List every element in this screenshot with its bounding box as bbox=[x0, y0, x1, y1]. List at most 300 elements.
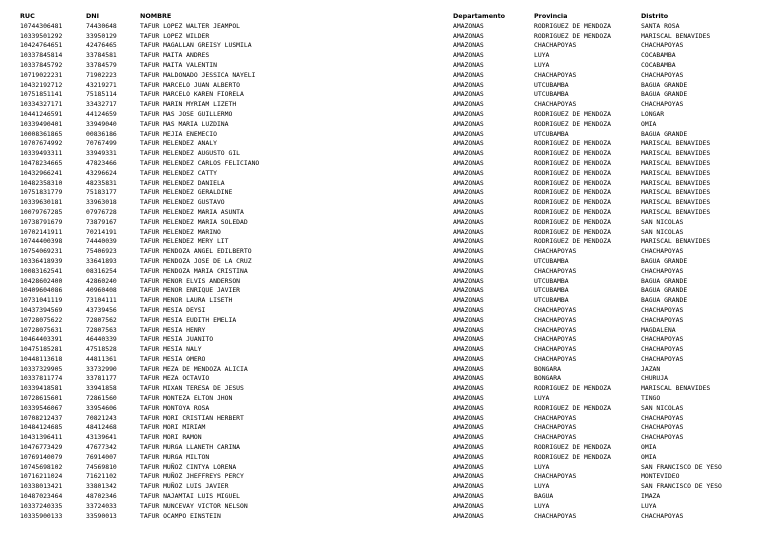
cell-distrito: SAN NICOLAS bbox=[641, 217, 684, 226]
cell-provincia: UTCUBAMBA bbox=[534, 90, 569, 99]
cell-provincia: LUYA bbox=[534, 501, 550, 510]
cell-departamento: AMAZONAS bbox=[453, 70, 484, 79]
cell-dni: 47677342 bbox=[86, 443, 117, 452]
cell-ruc: 10339501292 bbox=[20, 31, 63, 40]
cell-ruc: 10475185281 bbox=[20, 345, 63, 354]
cell-distrito: OMIA bbox=[641, 443, 657, 452]
cell-distrito: MARISCAL BENAVIDES bbox=[641, 237, 711, 246]
cell-ruc: 10484124685 bbox=[20, 423, 63, 432]
cell-distrito: SAN NICOLAS bbox=[641, 227, 684, 236]
cell-ruc: 10476773429 bbox=[20, 443, 63, 452]
cell-nombre: TAFUR MEZA OCTAVIO bbox=[140, 374, 210, 383]
cell-dni: 42860240 bbox=[86, 276, 117, 285]
cell-provincia: RODRIGUEZ DE MENDOZA bbox=[534, 443, 611, 452]
table-row bbox=[20, 374, 750, 384]
table-row bbox=[20, 169, 750, 179]
cell-nombre: TAFUR LOPEZ WILDER bbox=[140, 31, 210, 40]
cell-departamento: AMAZONAS bbox=[453, 178, 484, 187]
cell-dni: 74569810 bbox=[86, 462, 117, 471]
cell-departamento: AMAZONAS bbox=[453, 403, 484, 412]
cell-provincia: CHACHAPOYAS bbox=[534, 41, 577, 50]
cell-nombre: TAFUR OCAMPO EINSTEIN bbox=[140, 511, 221, 520]
cell-dni: 74440039 bbox=[86, 237, 117, 246]
table-row bbox=[20, 120, 750, 130]
cell-distrito: BAGUA GRANDE bbox=[641, 276, 688, 285]
table-row bbox=[20, 179, 750, 189]
cell-departamento: AMAZONAS bbox=[453, 452, 484, 461]
cell-distrito: BAGUA GRANDE bbox=[641, 296, 688, 305]
cell-nombre: TAFUR MENDOZA ANGEL EDILBERTO bbox=[140, 247, 252, 256]
cell-distrito: CHURUJA bbox=[641, 374, 668, 383]
table-row bbox=[20, 41, 750, 51]
cell-distrito: BAGUA GRANDE bbox=[641, 90, 688, 99]
cell-ruc: 10719022231 bbox=[20, 70, 63, 79]
cell-dni: 07976728 bbox=[86, 207, 117, 216]
cell-departamento: AMAZONAS bbox=[453, 198, 484, 207]
table-row bbox=[20, 512, 750, 522]
cell-ruc: 10769140079 bbox=[20, 452, 63, 461]
cell-departamento: AMAZONAS bbox=[453, 472, 484, 481]
cell-ruc: 10432192712 bbox=[20, 80, 63, 89]
cell-distrito: CHACHAPOYAS bbox=[641, 335, 684, 344]
cell-ruc: 10751851141 bbox=[20, 90, 63, 99]
table-row bbox=[20, 306, 750, 316]
cell-provincia: RODRIGUEZ DE MENDOZA bbox=[534, 178, 611, 187]
table-row bbox=[20, 502, 750, 512]
table-row bbox=[20, 433, 750, 443]
cell-departamento: AMAZONAS bbox=[453, 354, 484, 363]
table-row bbox=[20, 51, 750, 61]
cell-dni: 72807563 bbox=[86, 325, 117, 334]
cell-distrito: MARISCAL BENAVIDES bbox=[641, 384, 711, 393]
cell-nombre: TAFUR MUÑOZ LUIS JAVIER bbox=[140, 482, 229, 491]
table-row bbox=[20, 110, 750, 120]
cell-nombre: TAFUR MORI CRISTIAN HERBERT bbox=[140, 413, 244, 422]
cell-distrito: CHACHAPOYAS bbox=[641, 354, 684, 363]
cell-ruc: 10745698102 bbox=[20, 462, 63, 471]
cell-provincia: RODRIGUEZ DE MENDOZA bbox=[534, 227, 611, 236]
table-row bbox=[20, 218, 750, 228]
cell-distrito: BAGUA GRANDE bbox=[641, 80, 688, 89]
cell-ruc: 10728615601 bbox=[20, 394, 63, 403]
cell-dni: 43296624 bbox=[86, 168, 117, 177]
cell-dni: 33781177 bbox=[86, 374, 117, 383]
cell-ruc: 10754069231 bbox=[20, 247, 63, 256]
cell-provincia: RODRIGUEZ DE MENDOZA bbox=[534, 384, 611, 393]
cell-provincia: CHACHAPOYAS bbox=[534, 266, 577, 275]
table-row bbox=[20, 443, 750, 453]
cell-ruc: 10482358310 bbox=[20, 178, 63, 187]
table-row bbox=[20, 267, 750, 277]
cell-provincia: RODRIGUEZ DE MENDOZA bbox=[534, 403, 611, 412]
cell-departamento: AMAZONAS bbox=[453, 31, 484, 40]
cell-departamento: AMAZONAS bbox=[453, 335, 484, 344]
cell-nombre: TAFUR MAITA ANDRES bbox=[140, 51, 210, 60]
cell-provincia: LUYA bbox=[534, 60, 550, 69]
cell-provincia: RODRIGUEZ DE MENDOZA bbox=[534, 168, 611, 177]
cell-provincia: RODRIGUEZ DE MENDOZA bbox=[534, 207, 611, 216]
cell-dni: 75185114 bbox=[86, 90, 117, 99]
cell-provincia: RODRIGUEZ DE MENDOZA bbox=[534, 109, 611, 118]
cell-ruc: 10731041119 bbox=[20, 296, 63, 305]
table-row bbox=[20, 492, 750, 502]
cell-nombre: TAFUR MORI RAMON bbox=[140, 433, 202, 442]
cell-nombre: TAFUR NAJAMTAI LUIS MIGUEL bbox=[140, 492, 241, 501]
cell-nombre: TAFUR MURGA MILTON bbox=[140, 452, 210, 461]
cell-ruc: 10335900133 bbox=[20, 511, 63, 520]
table-row bbox=[20, 286, 750, 296]
cell-ruc: 10339493311 bbox=[20, 149, 63, 158]
cell-dni: 74430648 bbox=[86, 21, 117, 30]
cell-distrito: BAGUA GRANDE bbox=[641, 129, 688, 138]
cell-distrito: MARISCAL BENAVIDES bbox=[641, 207, 711, 216]
cell-departamento: AMAZONAS bbox=[453, 413, 484, 422]
cell-dni: 48235831 bbox=[86, 178, 117, 187]
cell-departamento: AMAZONAS bbox=[453, 149, 484, 158]
cell-distrito: CHACHAPOYAS bbox=[641, 315, 684, 324]
cell-nombre: TAFUR MAITA VALENTIN bbox=[140, 60, 217, 69]
cell-ruc: 10716211024 bbox=[20, 472, 63, 481]
cell-provincia: CHACHAPOYAS bbox=[534, 354, 577, 363]
cell-distrito: LUYA bbox=[641, 501, 657, 510]
cell-provincia: LUYA bbox=[534, 51, 550, 60]
cell-distrito: COCABAMBA bbox=[641, 51, 676, 60]
cell-ruc: 10751831779 bbox=[20, 188, 63, 197]
cell-nombre: TAFUR MELENDEZ MARIA SOLEDAD bbox=[140, 217, 248, 226]
cell-departamento: AMAZONAS bbox=[453, 188, 484, 197]
cell-nombre: TAFUR MONTOYA ROSA bbox=[140, 403, 210, 412]
cell-departamento: AMAZONAS bbox=[453, 207, 484, 216]
cell-distrito: MARISCAL BENAVIDES bbox=[641, 198, 711, 207]
cell-nombre: TAFUR MELENDEZ GERALDINE bbox=[140, 188, 233, 197]
cell-departamento: AMAZONAS bbox=[453, 227, 484, 236]
cell-nombre: TAFUR MELENDEZ MERY LIT bbox=[140, 237, 229, 246]
cell-ruc: 10337240335 bbox=[20, 501, 63, 510]
cell-distrito: SANTA ROSA bbox=[641, 21, 680, 30]
cell-provincia: CHACHAPOYAS bbox=[534, 345, 577, 354]
cell-ruc: 10744306481 bbox=[20, 21, 63, 30]
cell-departamento: AMAZONAS bbox=[453, 158, 484, 167]
cell-provincia: RODRIGUEZ DE MENDOZA bbox=[534, 31, 611, 40]
cell-ruc: 10728075631 bbox=[20, 325, 63, 334]
table-row bbox=[20, 345, 750, 355]
table-row bbox=[20, 482, 750, 492]
cell-dni: 43139641 bbox=[86, 433, 117, 442]
cell-provincia: CHACHAPOYAS bbox=[534, 315, 577, 324]
column-header-distrito: Distrito bbox=[641, 12, 669, 20]
cell-departamento: AMAZONAS bbox=[453, 286, 484, 295]
cell-ruc: 10707674992 bbox=[20, 139, 63, 148]
cell-dni: 43219271 bbox=[86, 80, 117, 89]
cell-ruc: 10409604086 bbox=[20, 286, 63, 295]
cell-departamento: AMAZONAS bbox=[453, 482, 484, 491]
cell-dni: 33784579 bbox=[86, 60, 117, 69]
cell-nombre: TAFUR MESIA OMERO bbox=[140, 354, 206, 363]
cell-departamento: AMAZONAS bbox=[453, 492, 484, 501]
cell-dni: 72807562 bbox=[86, 315, 117, 324]
cell-provincia: BAGUA bbox=[534, 492, 554, 501]
cell-distrito: BAGUA GRANDE bbox=[641, 256, 688, 265]
cell-provincia: RODRIGUEZ DE MENDOZA bbox=[534, 158, 611, 167]
table-row bbox=[20, 355, 750, 365]
taxpayer-table bbox=[20, 12, 750, 521]
cell-ruc: 10431396411 bbox=[20, 433, 63, 442]
cell-provincia: CHACHAPOYAS bbox=[534, 325, 577, 334]
cell-distrito: MARISCAL BENAVIDES bbox=[641, 178, 711, 187]
cell-ruc: 10432966241 bbox=[20, 168, 63, 177]
cell-dni: 70821243 bbox=[86, 413, 117, 422]
table-row bbox=[20, 159, 750, 169]
column-header-dni: DNI bbox=[86, 12, 100, 20]
cell-departamento: AMAZONAS bbox=[453, 462, 484, 471]
cell-provincia: UTCUBAMBA bbox=[534, 276, 569, 285]
cell-nombre: TAFUR MENDOZA JOSE DE LA CRUZ bbox=[140, 256, 252, 265]
cell-dni: 33950129 bbox=[86, 31, 117, 40]
cell-provincia: RODRIGUEZ DE MENDOZA bbox=[534, 452, 611, 461]
column-header-departamento: Departamento bbox=[453, 12, 506, 20]
cell-ruc: 10424764651 bbox=[20, 41, 63, 50]
cell-departamento: AMAZONAS bbox=[453, 256, 484, 265]
cell-dni: 33724033 bbox=[86, 501, 117, 510]
cell-nombre: TAFUR MELENDEZ GUSTAVO bbox=[140, 198, 225, 207]
cell-dni: 73879167 bbox=[86, 217, 117, 226]
cell-departamento: AMAZONAS bbox=[453, 237, 484, 246]
table-row bbox=[20, 277, 750, 287]
cell-dni: 44811361 bbox=[86, 354, 117, 363]
cell-nombre: TAFUR MELENDEZ MARIA ASUNTA bbox=[140, 207, 244, 216]
cell-distrito: CHACHAPOYAS bbox=[641, 413, 684, 422]
cell-nombre: TAFUR MESIA NALY bbox=[140, 345, 202, 354]
cell-distrito: SAN FRANCISCO DE YESO bbox=[641, 482, 722, 491]
cell-dni: 33784581 bbox=[86, 51, 117, 60]
cell-ruc: 10428602400 bbox=[20, 276, 63, 285]
cell-dni: 48702346 bbox=[86, 492, 117, 501]
cell-departamento: AMAZONAS bbox=[453, 109, 484, 118]
cell-ruc: 10334327171 bbox=[20, 100, 63, 109]
cell-nombre: TAFUR MELENDEZ AUGUSTO GIL bbox=[140, 149, 241, 158]
table-row bbox=[20, 296, 750, 306]
cell-nombre: TAFUR MUÑOZ CINTYA LORENA bbox=[140, 462, 237, 471]
cell-departamento: AMAZONAS bbox=[453, 21, 484, 30]
cell-ruc: 10441246591 bbox=[20, 109, 63, 118]
cell-departamento: AMAZONAS bbox=[453, 345, 484, 354]
cell-dni: 42476465 bbox=[86, 41, 117, 50]
cell-nombre: TAFUR MIXAN TERESA DE JESUS bbox=[140, 384, 244, 393]
cell-nombre: TAFUR MELENDEZ CATTY bbox=[140, 168, 217, 177]
cell-dni: 33641893 bbox=[86, 256, 117, 265]
cell-ruc: 10738791679 bbox=[20, 217, 63, 226]
cell-distrito: CHACHAPOYAS bbox=[641, 266, 684, 275]
cell-dni: 33732990 bbox=[86, 364, 117, 373]
table-row bbox=[20, 32, 750, 42]
cell-provincia: CHACHAPOYAS bbox=[534, 423, 577, 432]
cell-distrito: MARISCAL BENAVIDES bbox=[641, 139, 711, 148]
table-row bbox=[20, 61, 750, 71]
table-row bbox=[20, 149, 750, 159]
table-row bbox=[20, 463, 750, 473]
cell-nombre: TAFUR MORI MIRIAM bbox=[140, 423, 206, 432]
table-row bbox=[20, 384, 750, 394]
cell-ruc: 10478234665 bbox=[20, 158, 63, 167]
cell-provincia: CHACHAPOYAS bbox=[534, 472, 577, 481]
cell-departamento: AMAZONAS bbox=[453, 423, 484, 432]
cell-provincia: UTCUBAMBA bbox=[534, 129, 569, 138]
cell-distrito: CHACHAPOYAS bbox=[641, 511, 684, 520]
cell-nombre: TAFUR MESIA HENRY bbox=[140, 325, 206, 334]
cell-dni: 73104111 bbox=[86, 296, 117, 305]
cell-provincia: UTCUBAMBA bbox=[534, 296, 569, 305]
cell-nombre: TAFUR MARIN MYRIAM LIZETH bbox=[140, 100, 237, 109]
cell-provincia: BONGARA bbox=[534, 364, 561, 373]
table-row bbox=[20, 228, 750, 238]
cell-dni: 44124659 bbox=[86, 109, 117, 118]
table-row bbox=[20, 100, 750, 110]
cell-provincia: UTCUBAMBA bbox=[534, 286, 569, 295]
cell-distrito: CHACHAPOYAS bbox=[641, 345, 684, 354]
cell-nombre: TAFUR MARCELO KAREN FIORELA bbox=[140, 90, 244, 99]
table-row bbox=[20, 237, 750, 247]
cell-departamento: AMAZONAS bbox=[453, 276, 484, 285]
cell-nombre: TAFUR MENOR ENRIQUE JAVIER bbox=[140, 286, 241, 295]
cell-provincia: RODRIGUEZ DE MENDOZA bbox=[534, 198, 611, 207]
cell-distrito: BAGUA GRANDE bbox=[641, 286, 688, 295]
cell-distrito: JAZAN bbox=[641, 364, 661, 373]
cell-departamento: AMAZONAS bbox=[453, 90, 484, 99]
cell-nombre: TAFUR MENOR LAURA LISETH bbox=[140, 296, 233, 305]
cell-distrito: MARISCAL BENAVIDES bbox=[641, 158, 711, 167]
cell-departamento: AMAZONAS bbox=[453, 217, 484, 226]
cell-provincia: CHACHAPOYAS bbox=[534, 413, 577, 422]
cell-nombre: TAFUR MELENDEZ ANALY bbox=[140, 139, 217, 148]
cell-provincia: RODRIGUEZ DE MENDOZA bbox=[534, 21, 611, 30]
table-row bbox=[20, 394, 750, 404]
cell-dni: 33949040 bbox=[86, 119, 117, 128]
cell-distrito: OMIA bbox=[641, 452, 657, 461]
table-row bbox=[20, 139, 750, 149]
cell-nombre: TAFUR MENOR ELVIS ANDERSON bbox=[140, 276, 241, 285]
cell-provincia: BONGARA bbox=[534, 374, 561, 383]
cell-dni: 33432717 bbox=[86, 100, 117, 109]
cell-dni: 33941858 bbox=[86, 384, 117, 393]
column-header-ruc: RUC bbox=[20, 12, 35, 20]
cell-ruc: 10337845814 bbox=[20, 51, 63, 60]
cell-provincia: RODRIGUEZ DE MENDOZA bbox=[534, 217, 611, 226]
cell-departamento: AMAZONAS bbox=[453, 139, 484, 148]
cell-distrito: CHACHAPOYAS bbox=[641, 433, 684, 442]
table-row bbox=[20, 208, 750, 218]
cell-departamento: AMAZONAS bbox=[453, 315, 484, 324]
cell-ruc: 10487023464 bbox=[20, 492, 63, 501]
cell-dni: 72861560 bbox=[86, 394, 117, 403]
cell-distrito: MARISCAL BENAVIDES bbox=[641, 168, 711, 177]
cell-departamento: AMAZONAS bbox=[453, 100, 484, 109]
table-row bbox=[20, 81, 750, 91]
cell-provincia: CHACHAPOYAS bbox=[534, 305, 577, 314]
cell-dni: 75183177 bbox=[86, 188, 117, 197]
cell-ruc: 10339630181 bbox=[20, 198, 63, 207]
cell-provincia: CHACHAPOYAS bbox=[534, 511, 577, 520]
cell-provincia: UTCUBAMBA bbox=[534, 80, 569, 89]
table-row bbox=[20, 404, 750, 414]
cell-dni: 40960408 bbox=[86, 286, 117, 295]
cell-departamento: AMAZONAS bbox=[453, 266, 484, 275]
table-row bbox=[20, 188, 750, 198]
cell-nombre: TAFUR MARCELO JUAN ALBERTO bbox=[140, 80, 241, 89]
cell-distrito: CHACHAPOYAS bbox=[641, 423, 684, 432]
table-row bbox=[20, 247, 750, 257]
table-row bbox=[20, 130, 750, 140]
cell-provincia: RODRIGUEZ DE MENDOZA bbox=[534, 139, 611, 148]
cell-provincia: LUYA bbox=[534, 462, 550, 471]
cell-dni: 43739456 bbox=[86, 305, 117, 314]
cell-departamento: AMAZONAS bbox=[453, 60, 484, 69]
cell-distrito: TINGO bbox=[641, 394, 661, 403]
cell-ruc: 10336418939 bbox=[20, 256, 63, 265]
cell-nombre: TAFUR NUNCEVAY VICTOR NELSON bbox=[140, 501, 248, 510]
cell-distrito: MARISCAL BENAVIDES bbox=[641, 149, 711, 158]
cell-departamento: AMAZONAS bbox=[453, 501, 484, 510]
cell-ruc: 10708212437 bbox=[20, 413, 63, 422]
cell-provincia: CHACHAPOYAS bbox=[534, 433, 577, 442]
column-header-provincia: Provincia bbox=[534, 12, 568, 20]
cell-nombre: TAFUR MELENDEZ CARLOS FELICIANO bbox=[140, 158, 260, 167]
cell-nombre: TAFUR MELENDEZ DANIELA bbox=[140, 178, 225, 187]
cell-nombre: TAFUR MURGA LLANETH CARINA bbox=[140, 443, 241, 452]
cell-provincia: UTCUBAMBA bbox=[534, 256, 569, 265]
table-row bbox=[20, 198, 750, 208]
cell-provincia: RODRIGUEZ DE MENDOZA bbox=[534, 237, 611, 246]
cell-provincia: LUYA bbox=[534, 482, 550, 491]
table-row bbox=[20, 326, 750, 336]
cell-nombre: TAFUR MESIA EUDITH EMELIA bbox=[140, 315, 237, 324]
cell-ruc: 10338013421 bbox=[20, 482, 63, 491]
cell-ruc: 10702141911 bbox=[20, 227, 63, 236]
cell-distrito: OMIA bbox=[641, 119, 657, 128]
cell-ruc: 10079767285 bbox=[20, 207, 63, 216]
cell-dni: 71902223 bbox=[86, 70, 117, 79]
cell-distrito: LONGAR bbox=[641, 109, 665, 118]
cell-dni: 08316254 bbox=[86, 266, 117, 275]
cell-distrito: MONTEVIDEO bbox=[641, 472, 680, 481]
cell-ruc: 10744400398 bbox=[20, 237, 63, 246]
cell-nombre: TAFUR MELENDEZ MARINO bbox=[140, 227, 221, 236]
cell-dni: 70214191 bbox=[86, 227, 117, 236]
cell-departamento: AMAZONAS bbox=[453, 296, 484, 305]
table-row bbox=[20, 414, 750, 424]
cell-provincia: LUYA bbox=[534, 394, 550, 403]
cell-distrito: MARISCAL BENAVIDES bbox=[641, 188, 711, 197]
column-header-nombre: NOMBRE bbox=[140, 12, 172, 20]
cell-dni: 71621102 bbox=[86, 472, 117, 481]
table-row bbox=[20, 257, 750, 267]
cell-dni: 00836186 bbox=[86, 129, 117, 138]
cell-provincia: CHACHAPOYAS bbox=[534, 247, 577, 256]
cell-nombre: TAFUR MAS MARIA LUZDINA bbox=[140, 119, 229, 128]
cell-provincia: CHACHAPOYAS bbox=[534, 100, 577, 109]
cell-departamento: AMAZONAS bbox=[453, 247, 484, 256]
cell-dni: 47518528 bbox=[86, 345, 117, 354]
cell-nombre: TAFUR MONTEZA ELTON JHON bbox=[140, 394, 233, 403]
cell-ruc: 10448113618 bbox=[20, 354, 63, 363]
cell-distrito: SAN NICOLAS bbox=[641, 403, 684, 412]
cell-provincia: CHACHAPOYAS bbox=[534, 70, 577, 79]
cell-nombre: TAFUR MAS JOSE GUILLERMO bbox=[140, 109, 233, 118]
table-row bbox=[20, 71, 750, 81]
cell-nombre: TAFUR MESIA DEYSI bbox=[140, 305, 206, 314]
cell-ruc: 10339490401 bbox=[20, 119, 63, 128]
cell-dni: 33963018 bbox=[86, 198, 117, 207]
cell-ruc: 10337811774 bbox=[20, 374, 63, 383]
